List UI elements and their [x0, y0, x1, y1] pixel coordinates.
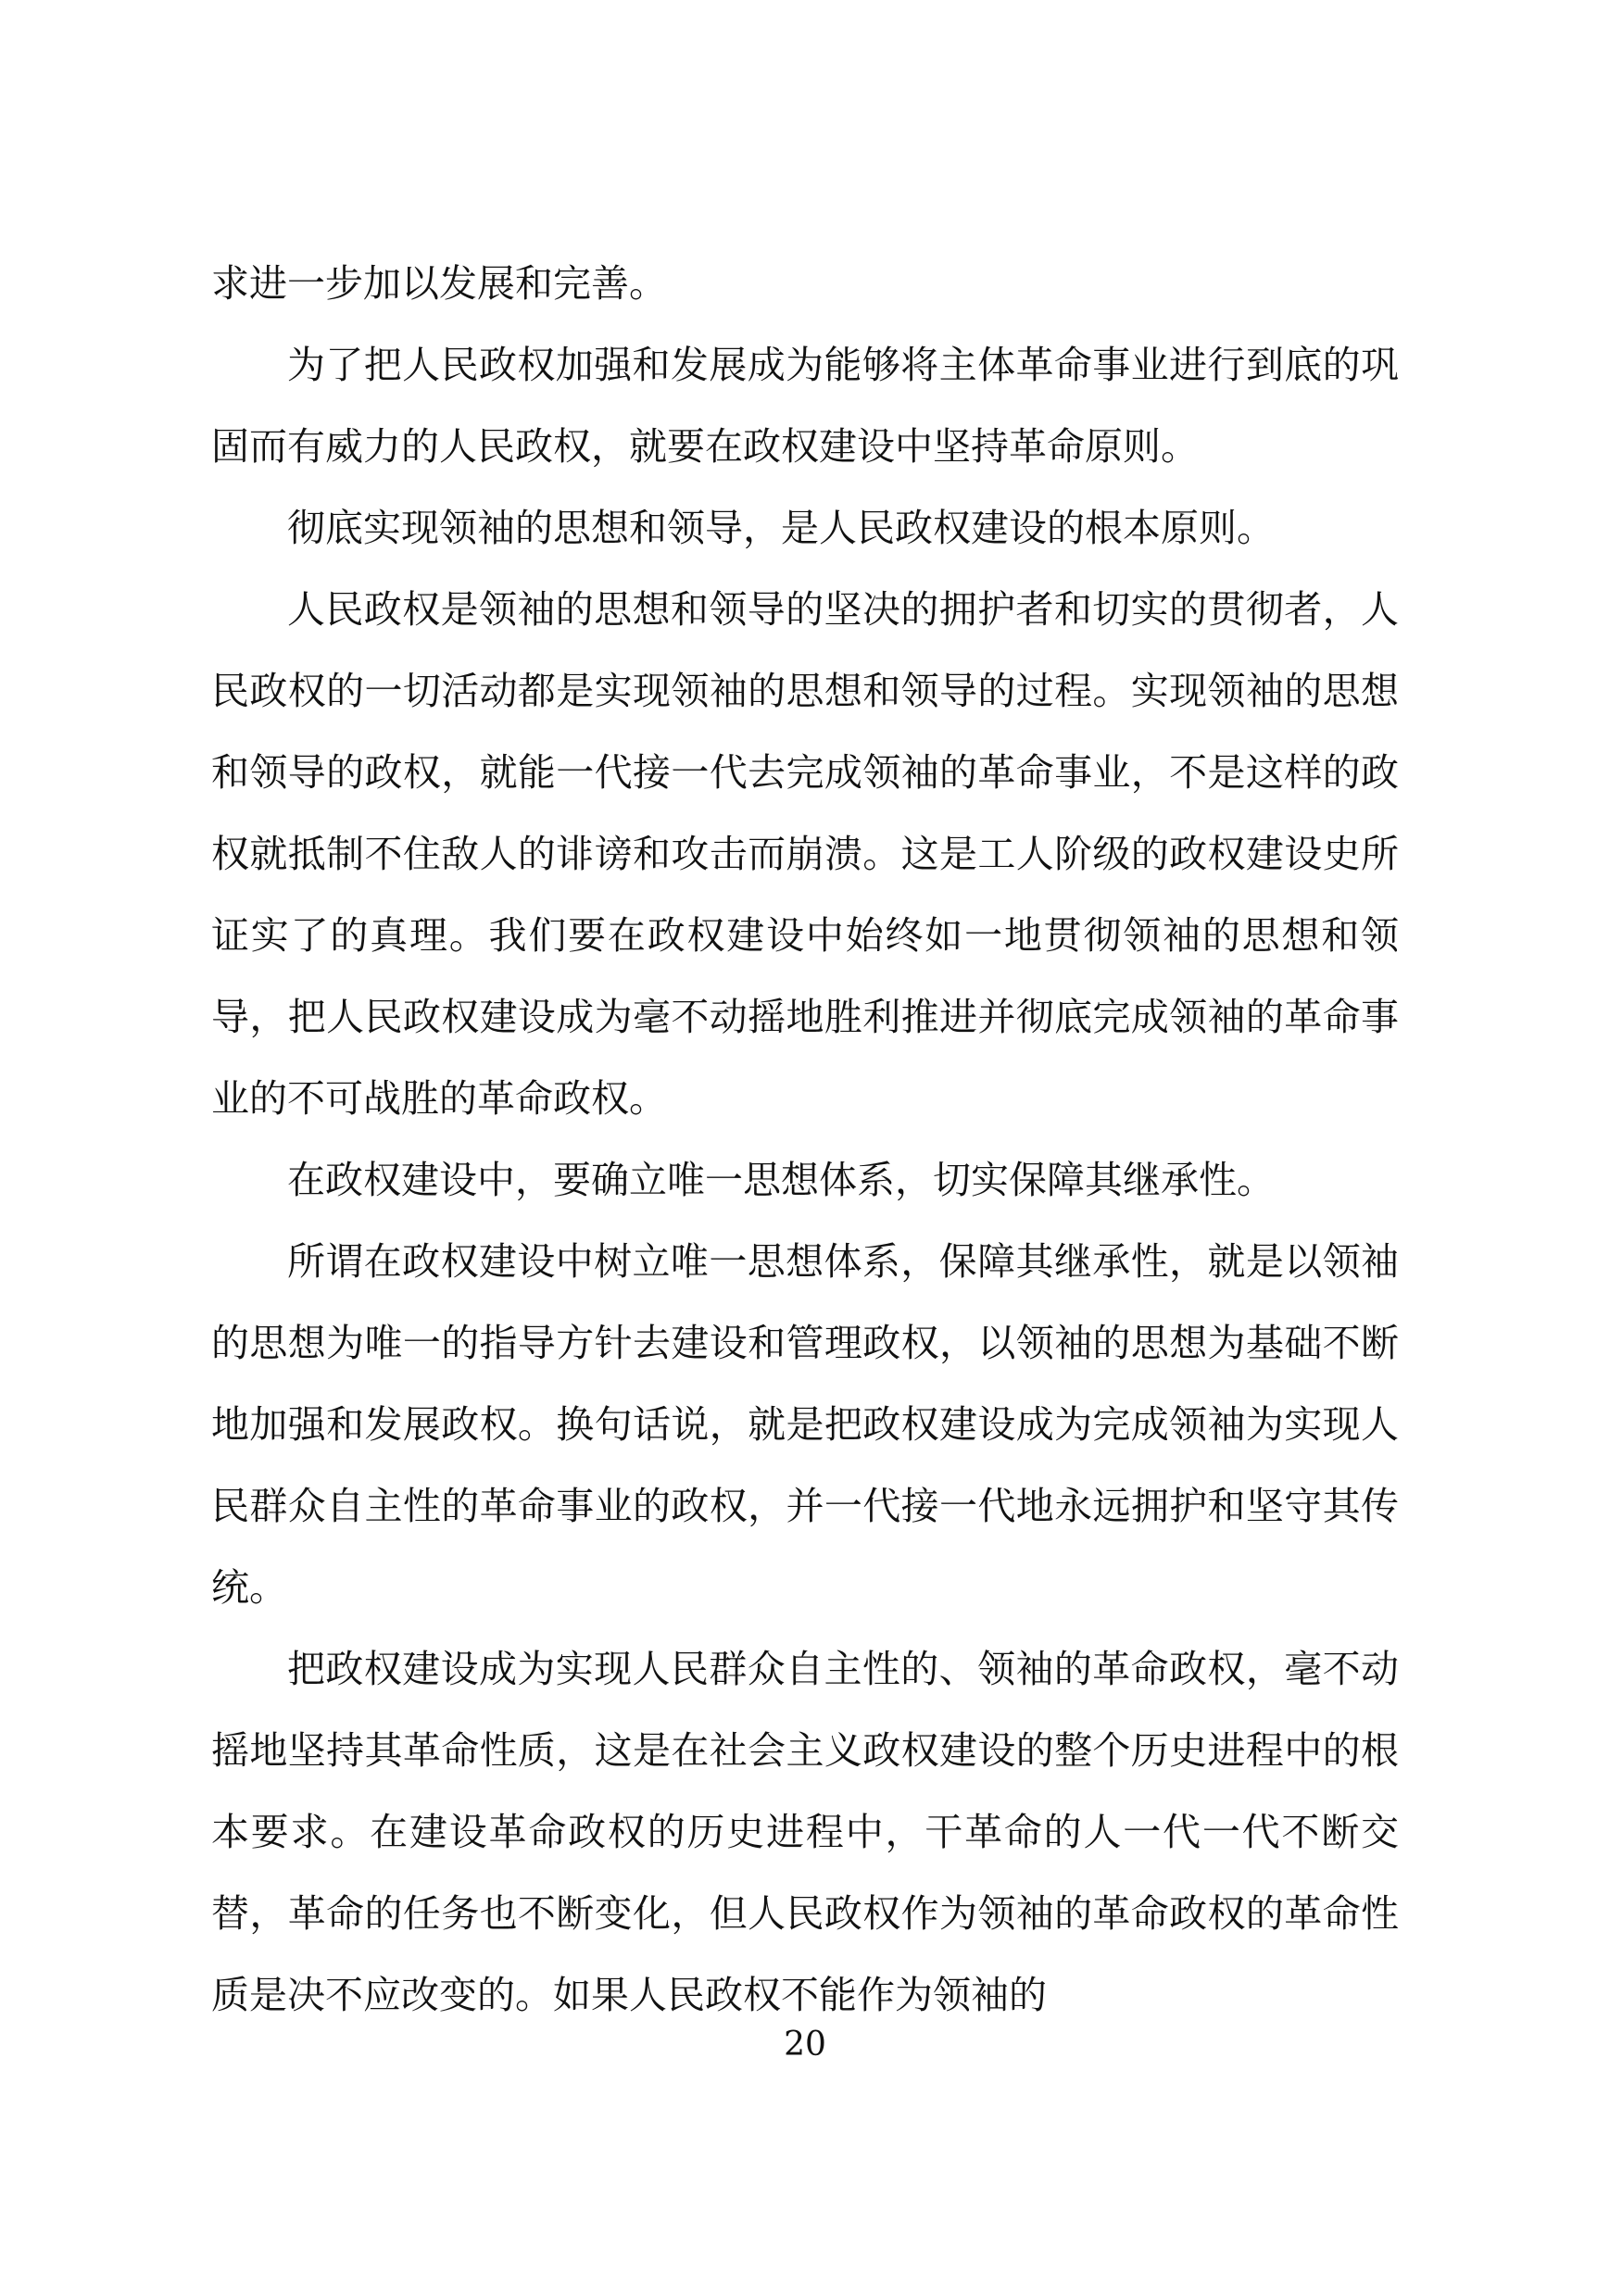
- paragraph: 在政权建设中，要确立唯一思想体系，切实保障其继承性。: [287, 1158, 1275, 1202]
- paragraph: 所谓在政权建设中树立唯一思想体系，保障其继承性，就是以领袖的思想为唯一的指导方针去建设和管理政权，以领袖的思想为基础不断地加强和发展政权。换句话说，就是把政权建设成为完成领袖为实现人民群众自主性的革命事业的政权，并一代接一代地永远拥护和坚守其传统。: [211, 1239, 1399, 1610]
- paragraph-continuation: 求进一步加以发展和完善。: [211, 261, 667, 306]
- paragraph: 把政权建设成为实现人民群众自主性的、领袖的革命政权，毫不动摇地坚持其革命性质，这是在社会主义政权建设的整个历史进程中的根本要求。在建设革命政权的历史进程中，干革命的人一代一代不断交替，革命的任务也不断变化，但人民政权作为领袖的革命政权的革命性质是决不应改变的。如果人民政权不能作为领袖的: [211, 1647, 1399, 2017]
- body-text: [211, 243, 1399, 2036]
- page-number: 20: [784, 2026, 826, 2064]
- paragraph: 人民政权是领袖的思想和领导的坚决的拥护者和切实的贯彻者，人民政权的一切活动都是实现领袖的思想和领导的过程。实现领袖的思想和领导的政权，就能一代接一代去完成领袖的革命事业，不是这样的政权就抵制不住敌人的诽谤和攻击而崩溃。这是工人阶级的政权建设史所证实了的真理。我们要在政权建设中始终如一地贯彻领袖的思想和领导，把人民政权建设成为毫不动摇地胜利推进并彻底完成领袖的革命事业的不可战胜的革命政权。: [211, 587, 1399, 1121]
- paragraph: 为了把人民政权加强和发展成为能够将主体革命事业进行到底的巩固而有威力的人民政权，就要在政权建设中坚持革命原则。: [211, 343, 1399, 469]
- paragraph: 彻底实现领袖的思想和领导，是人民政权建设的根本原则。: [287, 506, 1275, 550]
